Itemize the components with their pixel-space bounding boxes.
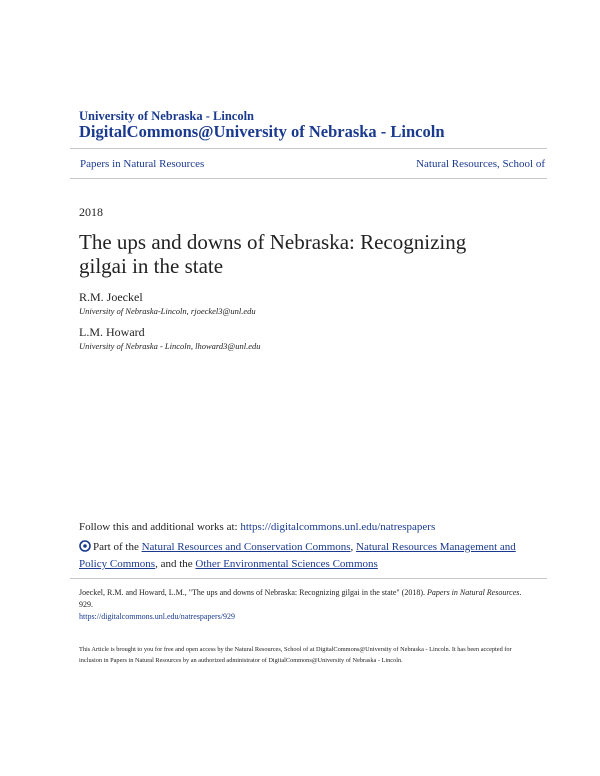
author-affiliation: University of Nebraska - Lincoln, lhoward3@unl.edu xyxy=(79,341,261,351)
part-of-prefix: Part of the xyxy=(93,541,142,553)
discipline-link-environmental[interactable]: Other Environmental Sciences Commons xyxy=(195,558,378,570)
discipline-link-management[interactable]: Natural Resources Management and Policy Commons xyxy=(79,541,516,570)
article-title: The ups and downs of Nebraska: Recognizing gilgai in the state xyxy=(79,230,467,278)
part-of-separator: , xyxy=(350,541,357,553)
repository-name[interactable]: DigitalCommons@University of Nebraska - Lincoln xyxy=(79,122,445,141)
divider-citation xyxy=(70,578,547,579)
citation-text: Joeckel, R.M. and Howard, L.M., "The ups and downs of Nebraska: Recognizing gilgai in the state" (2018). xyxy=(79,588,428,597)
part-of-separator: , and the xyxy=(155,558,196,570)
recommended-citation xyxy=(79,587,529,623)
access-notice: This Article is brought to you for free and open access by the Natural Resources, School of at DigitalCommons@University of Nebraska - Lincoln. It has been accepted for inclusion in Papers in Natural Resources by an authorized administrator of DigitalCommons@University of Nebraska - Lincoln. xyxy=(79,646,512,664)
citation-link[interactable]: https://digitalcommons.unl.edu/natrespapers/929 xyxy=(79,612,235,621)
follow-line xyxy=(79,521,435,533)
divider-top xyxy=(70,148,547,149)
discipline-link-conservation[interactable]: Natural Resources and Conservation Commons xyxy=(141,541,351,553)
author-affiliation: University of Nebraska-Lincoln, rjoeckel3@unl.edu xyxy=(79,306,256,316)
open-access-icon xyxy=(79,540,91,557)
follow-link[interactable]: https://digitalcommons.unl.edu/natrespapers xyxy=(240,521,436,533)
divider-collections xyxy=(70,178,547,179)
follow-prefix: Follow this and additional works at: xyxy=(79,521,241,533)
citation-number: . 929. xyxy=(79,588,522,609)
collection-link-papers[interactable]: Papers in Natural Resources xyxy=(80,158,205,170)
collection-link-school[interactable]: Natural Resources, School of xyxy=(416,158,545,170)
author-name: L.M. Howard xyxy=(79,325,145,339)
author-name: R.M. Joeckel xyxy=(79,290,143,304)
citation-journal: Papers in Natural Resources xyxy=(427,588,520,597)
publication-year: 2018 xyxy=(79,205,103,219)
institution-name[interactable]: University of Nebraska - Lincoln xyxy=(79,109,254,123)
part-of-line xyxy=(79,540,524,572)
